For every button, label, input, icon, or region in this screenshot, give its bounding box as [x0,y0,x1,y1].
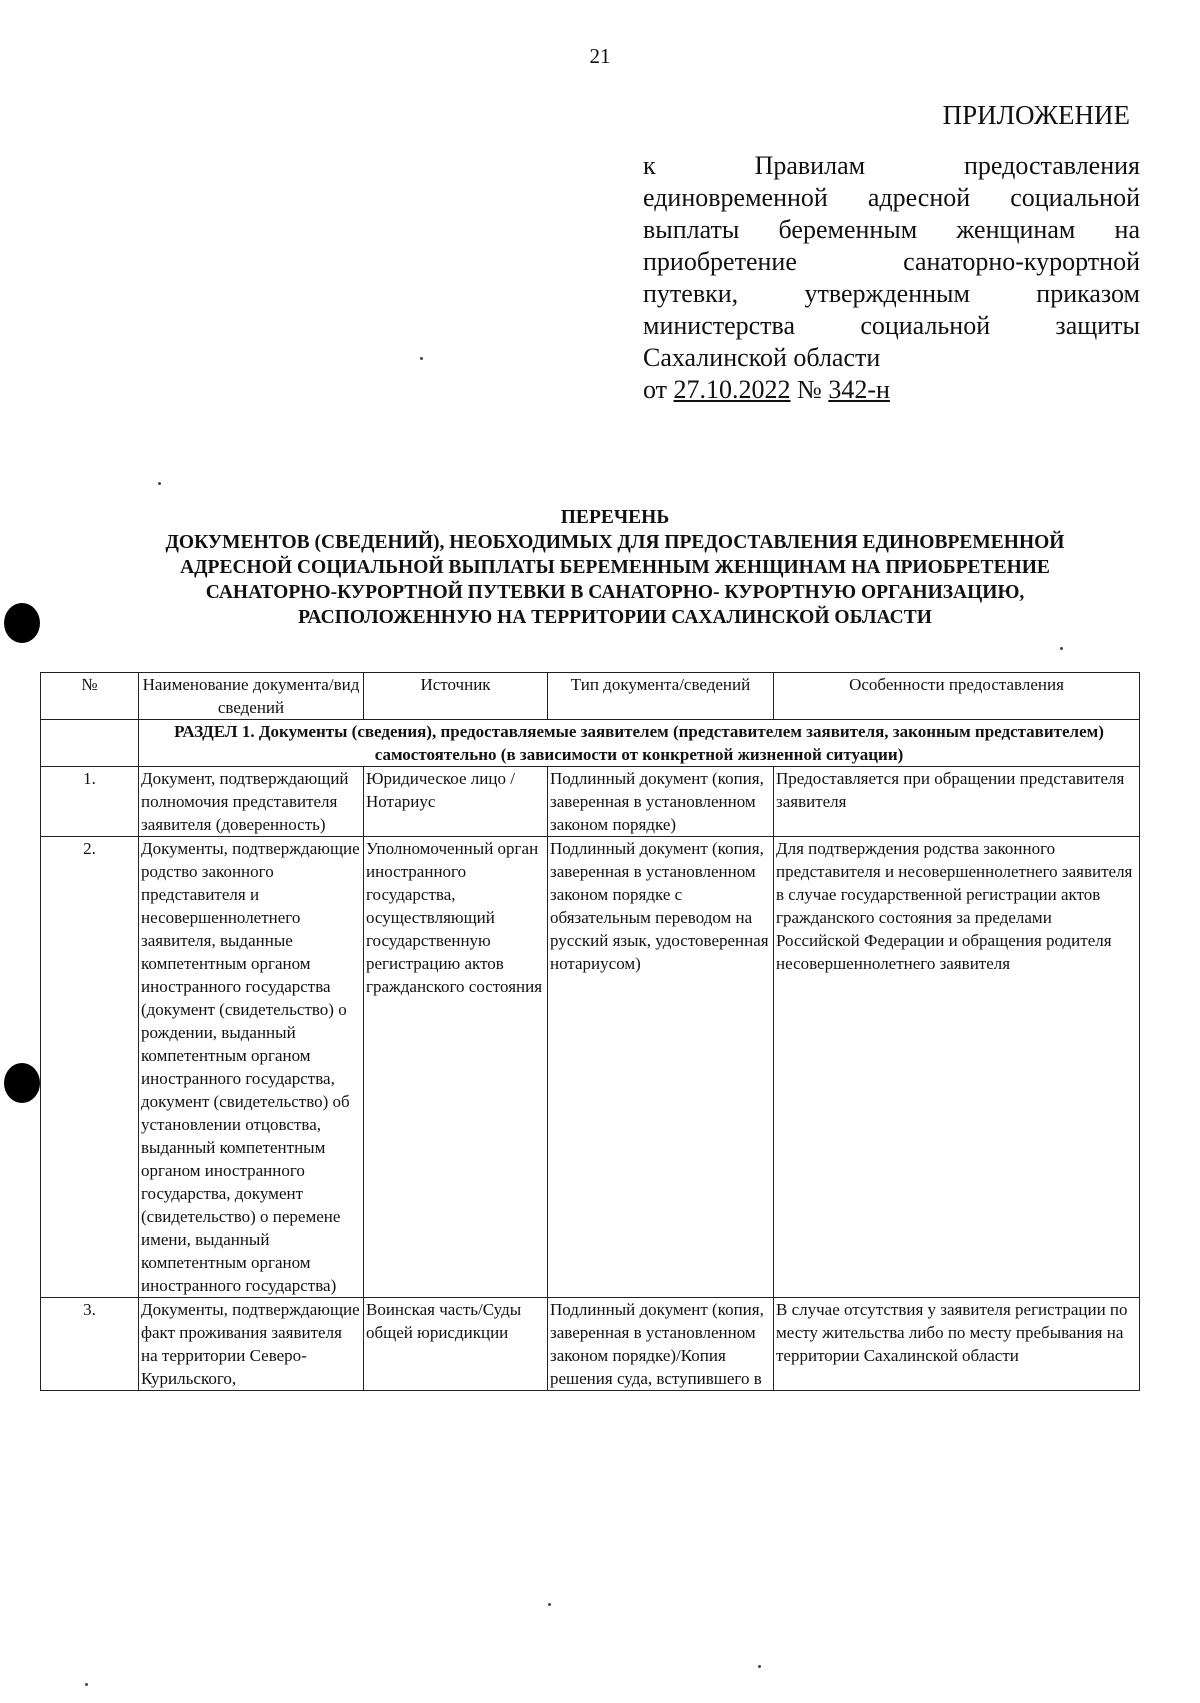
row-document-name: Документы, подтверждающие факт проживания заявителя на территории Северо-Курильского, [139,1298,364,1391]
header-source: Источник [364,673,548,720]
title-line-2: ДОКУМЕНТОВ (СВЕДЕНИЙ), НЕОБХОДИМЫХ ДЛЯ ПРЕДОСТАВЛЕНИЯ ЕДИНОВРЕМЕННОЙ [165,532,1065,553]
scan-speck [85,1683,88,1686]
header-number: № [41,673,139,720]
row-number: 1. [41,767,139,837]
row-notes: Предоставляется при обращении представителя заявителя [774,767,1140,837]
header-document-type: Тип документа/сведений [548,673,774,720]
header-notes: Особенности предоставления [774,673,1140,720]
row-source: Уполномоченный орган иностранного государства, осуществляющий государственную регистрацию актов гражданского состояния [364,837,548,1298]
order-date: 27.10.2022 [673,375,791,404]
document-title [100,505,1130,630]
order-number: 342-н [828,375,890,404]
number-sign: № [797,375,822,404]
row-document-type: Подлинный документ (копия, заверенная в установленном законом порядке с обязательным переводом на русский язык, удостоверенная нотариусом) [548,837,774,1298]
header-document-name: Наименование документа/вид сведений [139,673,364,720]
row-notes: Для подтверждения родства законного представителя и несовершеннолетнего заявителя в случае государственной регистрации актов гражданского состояния за пределами Российской Федерации и обращения родителя несовершеннолетнего заявителя [774,837,1140,1298]
scan-speck [420,357,423,360]
row-document-type: Подлинный документ (копия, заверенная в установленном законом порядке)/Копия решения суда, вступившего в [548,1298,774,1391]
scan-speck [1060,647,1063,650]
row-number: 3. [41,1298,139,1391]
annex-heading: ПРИЛОЖЕНИЕ [942,100,1130,130]
annex-date-line [643,375,890,405]
row-number: 2. [41,837,139,1298]
table-row [41,837,1140,1298]
documents-table [40,672,1140,1391]
page-number: 21 [589,44,611,68]
row-source: Воинская часть/Суды общей юрисдикции [364,1298,548,1391]
title-line-4: САНАТОРНО-КУРОРТНОЙ ПУТЕВКИ В САНАТОРНО- КУРОРТНУЮ ОРГАНИЗАЦИЮ, [205,582,1025,603]
title-line-5: РАСПОЛОЖЕННУЮ НА ТЕРРИТОРИИ САХАЛИНСКОЙ ОБЛАСТИ [298,607,932,628]
date-prefix: от [643,375,668,404]
row-document-name: Документы, подтверждающие родство законного представителя и несовершеннолетнего заявителя, выданные компетентным органом иностранного государства (документ (свидетельство) о рождении, выданный компетентным органом иностранного государства, документ (свидетельство) об установлении отцовства, выданный компетентным органом иностранного государства, документ (свидетельство) о перемене имени, выданный компетентным органом иностранного государства) [139,837,364,1298]
section-row [41,720,1140,767]
scan-speck [758,1665,761,1668]
table-row [41,1298,1140,1391]
section-heading: РАЗДЕЛ 1. Документы (сведения), предоставляемые заявителем (представителем заявителя, законным представителем) самостоятельно (в зависимости от конкретной жизненной ситуации) [139,720,1140,767]
scan-speck [548,1603,551,1606]
row-document-type: Подлинный документ (копия, заверенная в установленном законом порядке) [548,767,774,837]
scan-speck [158,482,161,485]
title-line-3: АДРЕСНОЙ СОЦИАЛЬНОЙ ВЫПЛАТЫ БЕРЕМЕННЫМ ЖЕНЩИНАМ НА ПРИОБРЕТЕНИЕ [180,557,1050,578]
title-line-1: ПЕРЕЧЕНЬ [560,507,670,528]
punch-hole-mark [4,1063,40,1103]
row-notes: В случае отсутствия у заявителя регистрации по месту жительства либо по месту пребывания на территории Сахалинской области [774,1298,1140,1391]
table-header-row [41,673,1140,720]
row-source: Юридическое лицо / Нотариус [364,767,548,837]
table-row [41,767,1140,837]
annex-text: к Правилам предоставления единовременной адресной социальной выплаты беременным женщинам на приобретение санаторно-курортной путевки, утвержденным приказом министерства социальной защиты Сахалинской области [643,151,1140,372]
row-document-name: Документ, подтверждающий полномочия представителя заявителя (доверенность) [139,767,364,837]
punch-hole-mark [4,603,40,643]
